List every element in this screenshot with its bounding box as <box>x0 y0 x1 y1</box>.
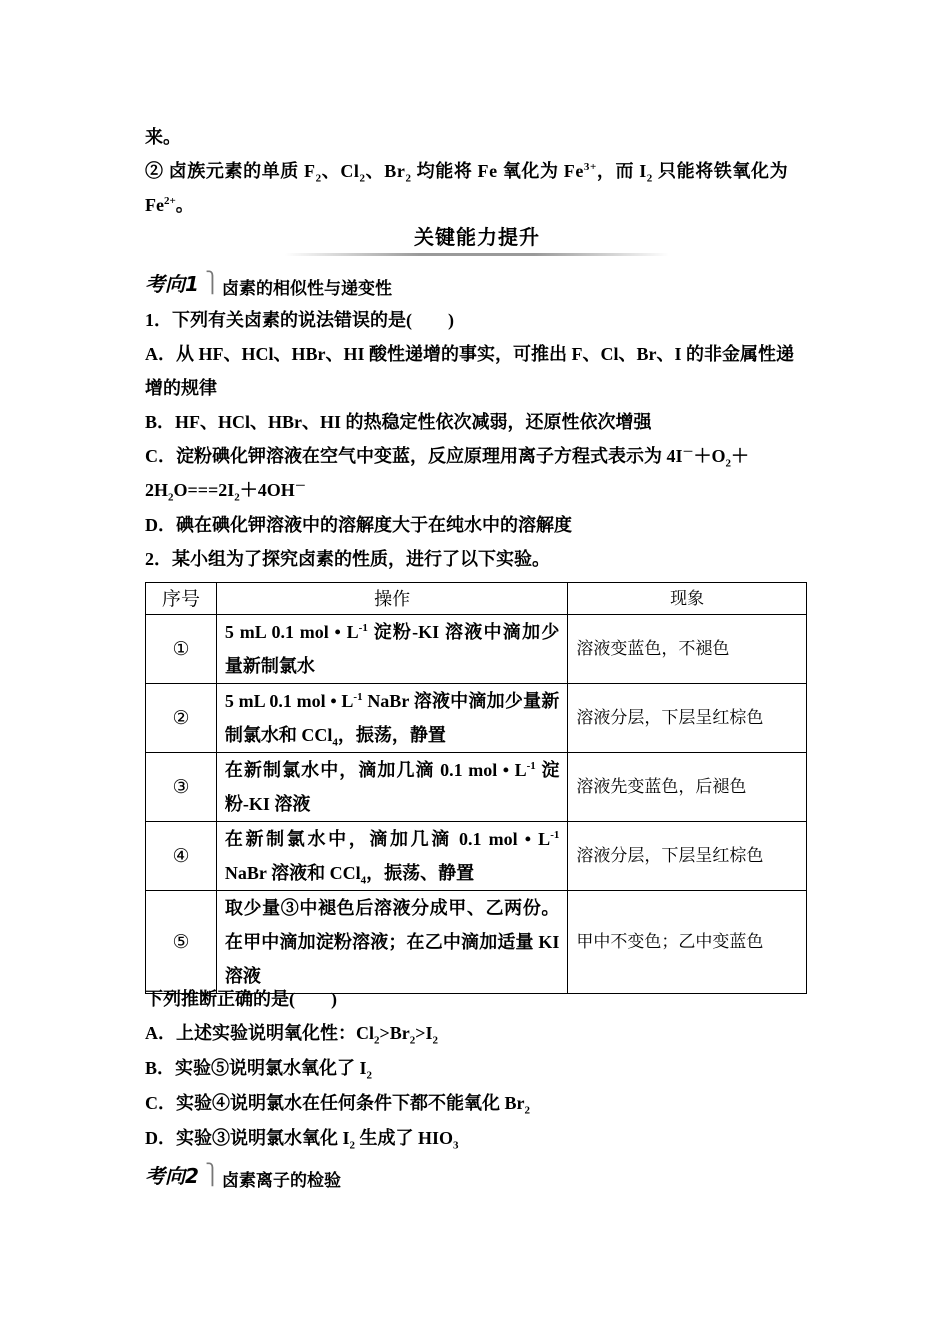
cell-no: ② <box>146 684 217 753</box>
table-header-row <box>146 583 807 615</box>
cell-no: ④ <box>146 822 217 891</box>
cell-operation: 5 mL 0.1 mol • $L^{-1}$ 淀粉-KI 溶液中滴加少量新制氯水 <box>216 615 567 684</box>
question-2-prompt: 下列推断正确的是( ) <box>145 989 337 1009</box>
table-row <box>146 822 807 891</box>
question-1-option-d: D．碘在碘化钾溶液中的溶解度大于在纯水中的溶解度 <box>145 515 572 535</box>
header-operation: 操作 <box>216 583 567 615</box>
table-row <box>146 615 807 684</box>
experiment-table <box>145 582 807 994</box>
question-1-option-a: A．从 HF、HCl、HBr、HI 酸性递增的事实，可推出 F、Cl、Br、I 的非金属性递增的规律 <box>145 344 794 398</box>
cell-phenomenon: 溶液分层，下层呈红棕色 <box>568 684 807 753</box>
table-row <box>146 684 807 753</box>
question-1-option-c: C．淀粉碘化钾溶液在空气中变蓝，反应原理用离子方程式表示为 $4I^-+O_2+$ <box>145 446 750 470</box>
cell-no: ⑤ <box>146 891 217 994</box>
header-no: 序号 <box>146 583 217 615</box>
section-title <box>285 222 669 258</box>
text-line: $Fe^{2+}$。 <box>145 195 194 215</box>
question-1-option-b: B．HF、HCl、HBr、HI 的热稳定性依次减弱，还原性依次增强 <box>145 412 652 432</box>
text-line: 来。 <box>145 127 181 147</box>
section-title-text: 关键能力提升 <box>414 225 540 249</box>
kaoxiang-tag: 考向1 <box>145 272 199 296</box>
cell-phenomenon: 溶液分层，下层呈红棕色 <box>568 822 807 891</box>
cell-operation: 取少量③中褪色后溶液分成甲、乙两份。在甲中滴加淀粉溶液；在乙中滴加适量 KI 溶液 <box>216 891 567 994</box>
cell-phenomenon: 溶液变蓝色，不褪色 <box>568 615 807 684</box>
brace-icon: ⎫ <box>205 1164 220 1186</box>
kaoxiang-topic: 卤素的相似性与递变性 <box>222 279 392 299</box>
text-line: ② 卤族元素的单质 $F_2$、$Cl_2$、$Br_2$ 均能将 Fe 氧化为 $Fe^{3+}$，而 $I_2$ 只能将铁氧化为 <box>145 161 789 185</box>
table-row <box>146 753 807 822</box>
question-1-option-c-cont: $2H_2O===2I_2+4OH^-$ <box>145 480 306 504</box>
table-row <box>146 891 807 994</box>
question-2-option-b: B．实验⑤说明氯水氧化了 $I_2$ <box>145 1058 373 1082</box>
section-divider <box>285 253 669 256</box>
kaoxiang-topic: 卤素离子的检验 <box>222 1171 341 1191</box>
cell-phenomenon: 甲中不变色；乙中变蓝色 <box>568 891 807 994</box>
cell-no: ① <box>146 615 217 684</box>
question-2-option-a: A．上述实验说明氧化性：$Cl_2>Br_2>I_2$ <box>145 1023 439 1047</box>
kaoxiang-tag: 考向2 <box>145 1164 199 1188</box>
question-1-stem: 1．下列有关卤素的说法错误的是( ) <box>145 310 454 330</box>
cell-no: ③ <box>146 753 217 822</box>
question-2-stem: 2．某小组为了探究卤素的性质，进行了以下实验。 <box>145 549 550 569</box>
cell-phenomenon: 溶液先变蓝色，后褪色 <box>568 753 807 822</box>
question-2-option-c: C．实验④说明氯水在任何条件下都不能氧化 $Br_2$ <box>145 1093 530 1117</box>
cell-operation: 在新制氯水中，滴加几滴 0.1 mol • $L^{-1}$ NaBr 溶液和 CCl$_4$，振荡、静置 <box>216 822 567 891</box>
cell-operation: 在新制氯水中，滴加几滴 0.1 mol • $L^{-1}$ 淀粉-KI 溶液 <box>216 753 567 822</box>
brace-icon: ⎫ <box>205 272 220 294</box>
header-phenomenon: 现象 <box>568 583 807 615</box>
cell-operation: 5 mL 0.1 mol • $L^{-1}$ NaBr 溶液中滴加少量新制氯水和 CCl$_4$，振荡，静置 <box>216 684 567 753</box>
question-2-option-d: D．实验③说明氯水氧化 $I_2$ 生成了 $HIO_3$ <box>145 1128 459 1152</box>
